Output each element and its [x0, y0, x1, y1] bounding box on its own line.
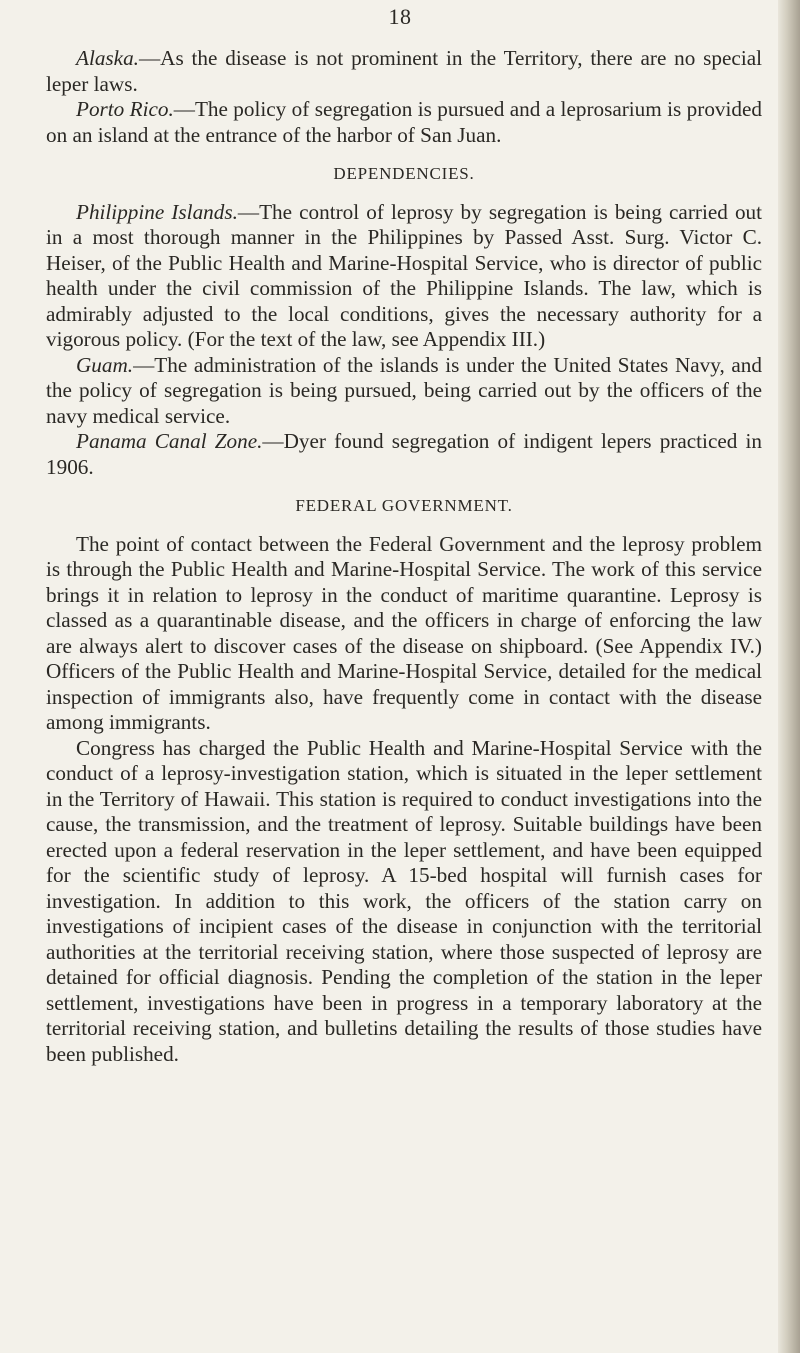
section-heading-dependencies: DEPENDENCIES.: [333, 164, 475, 183]
paragraph-text: —The administration of the islands is under the United States Navy, and the policy of segregation is being pursued, being carried out by the officers of the navy medical service.: [46, 352, 762, 428]
paragraph-guam: [46, 353, 762, 430]
paragraph-lead: Porto Rico.: [76, 97, 174, 121]
paragraph-text: —The control of leprosy by segregation is being carried out in a most thorough manner in the Philippines by Passed Asst. Surg. Victor C. Heiser, of the Public Health and Marine-Hospital Service, who is director of public health under the civil commission of the Philippine Islands. The law, which is admirably adjusted to the local conditions, gives the necessary authority for a vigorous policy. (For the text of the law, see Appendix III.): [46, 199, 763, 351]
paragraph-federal-station: Congress has charged the Public Health and Marine-Hospital Service with the conduct of a leprosy-investigation station, which is situated in the leper settlement in the Territory of Hawaii. This station is required to conduct investigations into the cause, the transmission, and the treatment of leprosy. Suitable buildings have been erected upon a federal reservation in the leper settlement, and have been equipped for the scientific study of leprosy. A 15-bed hospital will furnish cases for investigation. In addition to this work, the officers of the station carry on investigations of incipient cases of the disease in conjunction with the territorial authorities at the territorial receiving station, where those suspected of leprosy are detained for official diagnosis. Pending the completion of the station in the leper settlement, investigations have been in progress in a temporary laboratory at the territorial receiving station, and bulletins detailing the results of those studies have been published.: [46, 735, 762, 1066]
paragraph-philippines: [46, 200, 762, 353]
paragraph-lead: Philippine Islands.: [76, 199, 238, 224]
paragraph-federal-contact: The point of contact between the Federal Government and the leprosy problem is through the Public Health and Marine-Hospital Service. The work of this service brings it in relation to leprosy in the conduct of maritime quarantine. Leprosy is classed as a quarantinable disease, and the officers in charge of enforcing the law are always alert to discover cases of the disease on shipboard. (See Appendix IV.) Officers of the Public Health and Marine-Hospital Service, detailed for the medical inspection of immigrants also, have frequently come in contact with the disease among immigrants.: [46, 531, 762, 734]
paragraph-porto-rico: [46, 97, 762, 148]
page-body: [46, 46, 762, 1067]
paragraph-lead: Alaska.: [76, 46, 139, 70]
paragraph-text: —As the disease is not prominent in the Territory, there are no special leper laws.: [46, 46, 762, 96]
paragraph-lead: Guam.: [76, 352, 134, 377]
page-edge-shadow: [778, 0, 800, 1353]
paragraph-panama: [46, 429, 762, 480]
section-heading-federal-government: FEDERAL GOVERNMENT.: [295, 496, 513, 515]
page-number: 18: [388, 4, 412, 29]
paragraph-lead: Panama Canal Zone.: [76, 429, 263, 453]
paragraph-alaska: [46, 46, 762, 97]
paragraph-text: —Dyer found segregation of indigent lepers practiced in 1906.: [46, 429, 762, 479]
paragraph-text: —The policy of segregation is pursued and a leprosarium is provided on an island at the entrance of the harbor of San Juan.: [46, 97, 762, 147]
